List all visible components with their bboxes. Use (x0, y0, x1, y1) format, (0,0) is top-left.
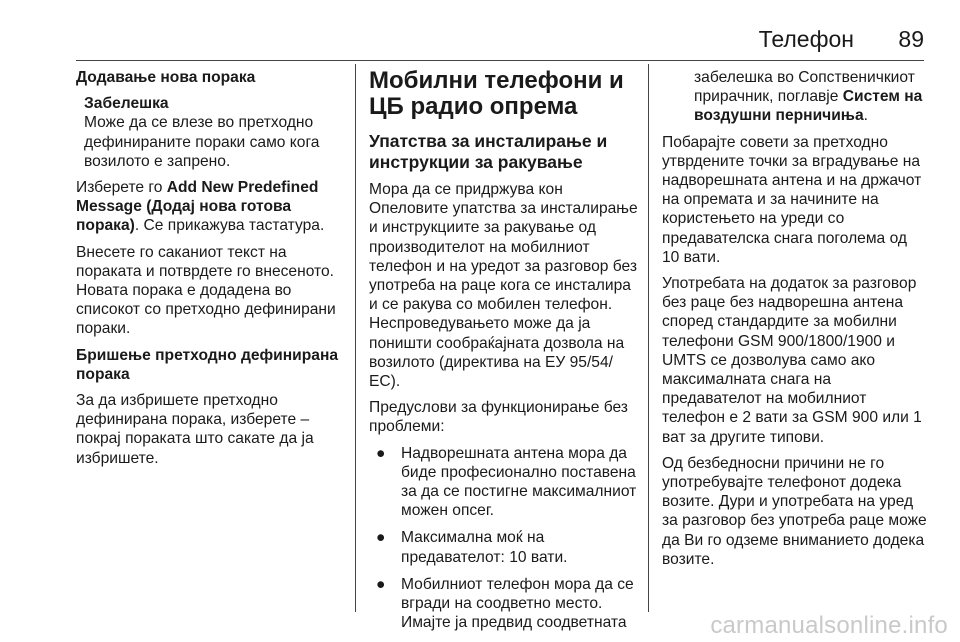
paragraph-safety: Од безбедносни причини не го употребувајте телефонот додека возите. Дури и употребата на уред за разговор без употреба раце може да Ви го одземе вниманието додека возите. (662, 454, 927, 568)
header-rule (76, 60, 924, 61)
paragraph-enter-text: Внесете го саканиот текст на пораката и потврдете го внесеното. Новата порака е додадена во списокот со претходно дефинирани пораки. (76, 243, 336, 338)
paragraph-preconditions: Предуслови за функционирање без проблеми: (369, 399, 628, 436)
chapter-reference: Систем на воздушни перничиња (694, 88, 923, 125)
list-item (369, 444, 639, 521)
paragraph-continuation (662, 68, 928, 126)
bullet-icon: ● (376, 575, 386, 593)
text-run: . (863, 107, 868, 125)
watermark: carmanualsonline.info (710, 612, 948, 639)
bullet-icon: ● (376, 529, 386, 547)
section-title-delete-message: Бришење претходно дефинирана порака (76, 346, 339, 383)
paragraph-directive: Неспроведувањето може да ја поништи сообраќајната дозвола на возилото (директива на ЕУ 95/54/ЕС). (369, 315, 625, 391)
list-item-text: Мобилниот телефон мора да се вгради на соодветно место. Имајте ја предвид соодветната (401, 575, 634, 632)
column-2 (369, 68, 639, 640)
heading-mobile-phones: Мобилни телефони и ЦБ радио опрема (369, 67, 624, 120)
paragraph-instructions: Мора да се придржува кон Опеловите упатства за инсталирање и инструкциите за ракување од производителот на мобилниот телефон и на уредот за разговор без употреба на раце кога се инсталира и се ракува со мобилен телефон. (369, 181, 638, 314)
text-run: . Се прикажува тастатура. (134, 217, 325, 235)
list-item (369, 575, 639, 633)
text-run: Изберете го (76, 179, 167, 197)
note-title: Забелешка (84, 95, 169, 113)
paragraph-select-option (76, 178, 348, 236)
note-text: Може да се влезе во претходно дефинираните пораки само кога возилото е запрено. (84, 114, 320, 170)
bullet-icon: ● (376, 444, 386, 462)
column-3 (662, 68, 928, 576)
page-number: 89 (898, 26, 924, 52)
text-run: забелешка во Сопственичкиот прирачник, поглавје (694, 69, 915, 106)
column-divider-2 (648, 64, 649, 612)
paragraph-delete-instructions: За да избришете претходно дефинирана порака, изберете – покрај пораката што сакате да ја избришете. (76, 392, 314, 467)
note-box (76, 94, 348, 171)
column-1 (76, 68, 348, 475)
list-item-text: Надворешната антена мора да биде професионално поставена за да се постигне максималниот можен опсег. (401, 444, 637, 520)
preconditions-list (369, 444, 639, 633)
page-header (76, 22, 924, 62)
subheading-installation: Упатства за инсталирање и инструкции за ракување (369, 131, 608, 172)
running-title: Телефон (758, 26, 854, 52)
section-title-add-message: Додавање нова порака (76, 69, 256, 86)
paragraph-antenna-advice: Побарајте совети за претходно утврдените точки за вградување на надворешната антена и на држачот на опремата и за начините на користењето на уреди со предавателска снага поголема од 10 вати. (662, 133, 922, 266)
paragraph-handsfree-standards: Употребата на додаток за разговор без раце без надворешна антена според стандардите за мобилни телефони GSM 900/1800/1900 и UMTS се дозволува само ако максималната снага на предавателот на мобилниот телефон е 2 вати за GSM 900 или 1 ват за другите типови. (662, 275, 922, 446)
menu-option-name: Add New Predefined Message (Додај нова готова порака) (76, 179, 319, 235)
list-item (369, 528, 639, 566)
list-item-text: Максимална моќ на предавателот: 10 вати. (401, 529, 568, 566)
column-divider-1 (355, 64, 356, 612)
